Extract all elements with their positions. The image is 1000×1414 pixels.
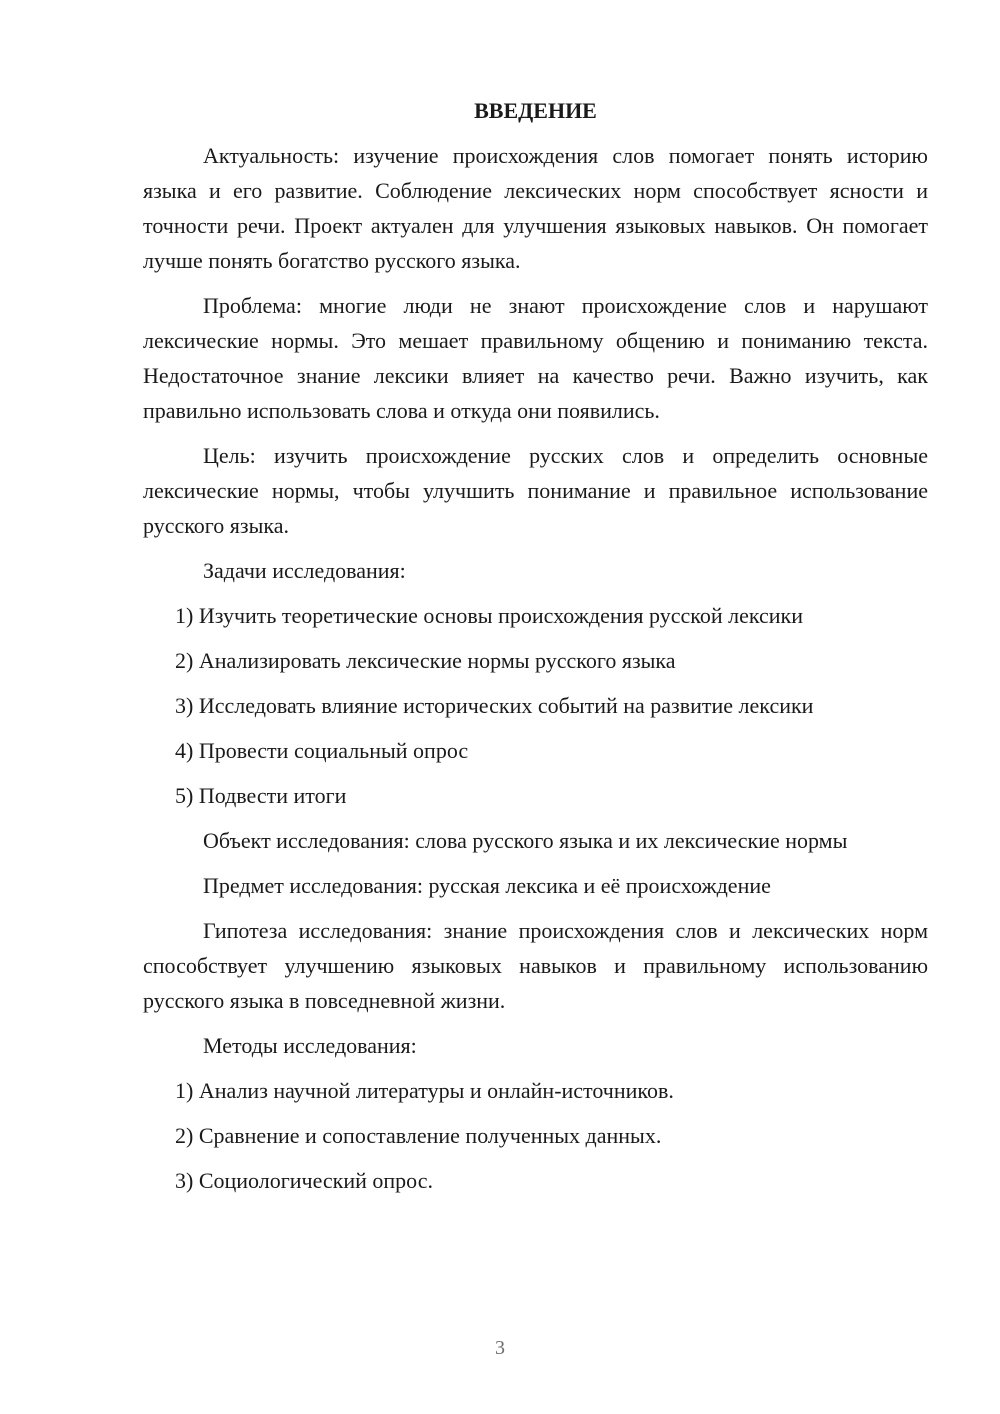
section-heading: ВВЕДЕНИЕ <box>474 98 597 123</box>
relevance-paragraph: Актуальность: изучение происхождения слов помогает понять историю языка и его развитие. Соблюдение лексических норм способствует ясности и точности речи. Проект актуален для улучшения языковых навыков. Он помогает лучше понять богатство русского языка. <box>143 143 928 273</box>
tasks-label: Задачи исследования: <box>203 558 406 583</box>
hypothesis-paragraph: Гипотеза исследования: знание происхождения слов и лексических норм способствует улучшению языковых навыков и правильному использованию русского языка в повседневной жизни. <box>143 918 928 1013</box>
task-item: 1) Изучить теоретические основы происхождения русской лексики <box>175 603 804 628</box>
task-item: 2) Анализировать лексические нормы русского языка <box>175 648 676 673</box>
method-item: 3) Социологический опрос. <box>175 1168 433 1193</box>
page-number: 3 <box>495 1337 505 1359</box>
methods-label: Методы исследования: <box>203 1033 417 1058</box>
task-item: 5) Подвести итоги <box>175 783 347 808</box>
task-item: 3) Исследовать влияние исторических событий на развитие лексики <box>175 693 814 718</box>
subject-paragraph: Предмет исследования: русская лексика и её происхождение <box>203 873 771 898</box>
method-item: 1) Анализ научной литературы и онлайн-источников. <box>175 1078 674 1103</box>
problem-paragraph: Проблема: многие люди не знают происхождение слов и нарушают лексические нормы. Это мешает правильному общению и пониманию текста. Недостаточное знание лексики влияет на качество речи. Важно изучить, как правильно использовать слова и откуда они появились. <box>143 293 928 423</box>
goal-paragraph: Цель: изучить происхождение русских слов и определить основные лексические нормы, чтобы улучшить понимание и правильное использование русского языка. <box>143 443 928 538</box>
method-item: 2) Сравнение и сопоставление полученных данных. <box>175 1123 662 1148</box>
task-item: 4) Провести социальный опрос <box>175 738 469 763</box>
object-paragraph: Объект исследования: слова русского языка и их лексические нормы <box>203 828 848 853</box>
methods-list <box>143 1073 928 1198</box>
page-content <box>143 93 928 1208</box>
tasks-list <box>143 598 928 813</box>
